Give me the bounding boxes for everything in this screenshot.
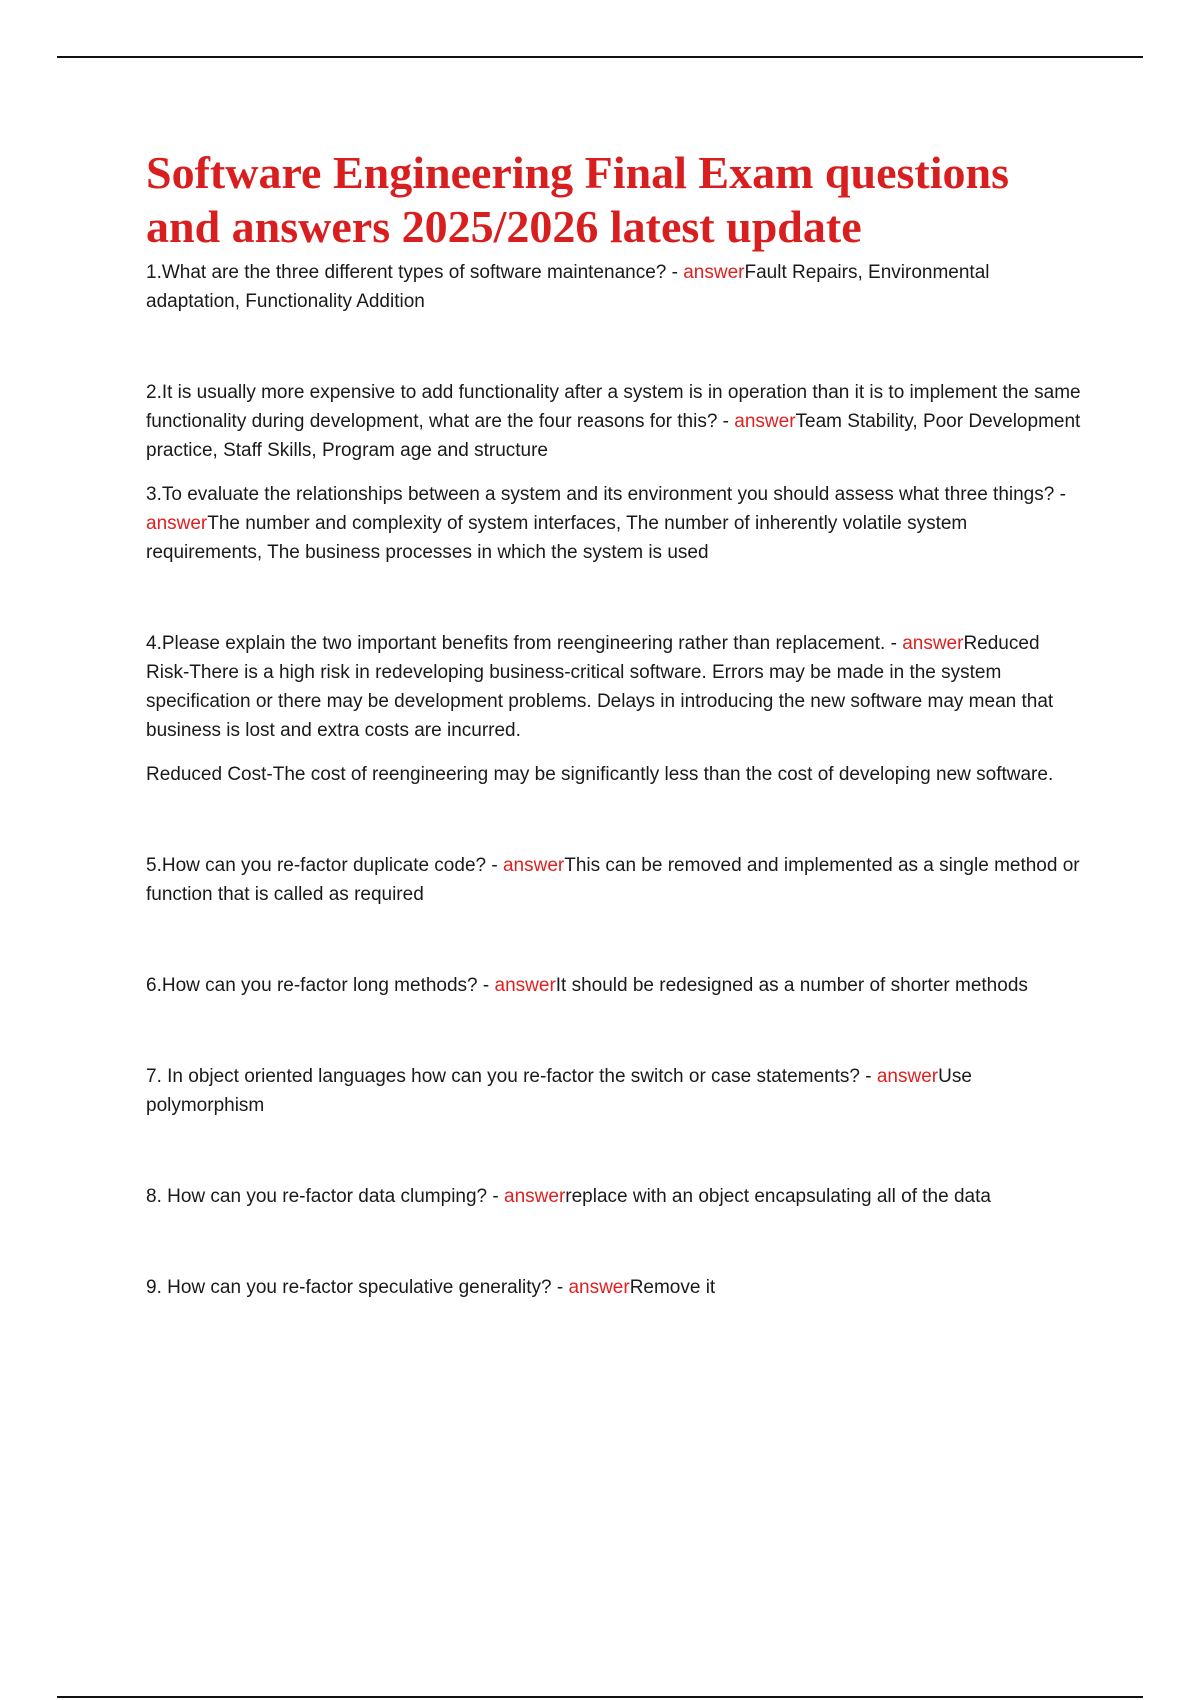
answer-label: answer — [494, 975, 556, 996]
answer-label: answer — [734, 411, 796, 432]
question-text: 8. How can you re-factor data clumping? - — [146, 1186, 505, 1207]
qa-item-4 — [146, 629, 1086, 745]
answer-text: Team Stability, Poor Development practice, Staff Skills, Program age and structure — [146, 411, 1081, 461]
qa-item-9 — [146, 1273, 1086, 1302]
answer-label: answer — [683, 262, 745, 283]
qa-item-7 — [146, 1062, 1086, 1120]
question-text: 1.What are the three different types of software maintenance? - — [146, 262, 684, 283]
top-rule — [57, 56, 1143, 58]
answer-label: answer — [902, 633, 964, 654]
question-text: 3.To evaluate the relationships between a system and its environment you should assess what three things? - — [146, 484, 1066, 505]
question-text: 9. How can you re-factor speculative generality? - — [146, 1277, 569, 1298]
question-text: 7. In object oriented languages how can you re-factor the switch or case statements? - — [146, 1066, 877, 1087]
question-text: 5.How can you re-factor duplicate code? - — [146, 855, 503, 876]
answer-text: The number and complexity of system interfaces, The number of inherently volatile system requirements, The business processes in which the system is used — [146, 513, 968, 563]
answer-label: answer — [146, 513, 208, 534]
answer-text: Remove it — [629, 1277, 716, 1298]
document-title: Software Engineering Final Exam questions and answers 2025/2026 latest update — [146, 147, 1009, 252]
qa-item-5 — [146, 851, 1086, 909]
answer-text: Use polymorphism — [146, 1066, 972, 1116]
bottom-rule — [57, 1696, 1143, 1698]
answer-label: answer — [504, 1186, 566, 1207]
qa-item-1 — [146, 258, 1086, 316]
qa-item-6 — [146, 971, 1086, 1000]
qa-item-3 — [146, 480, 1086, 567]
answer-label: answer — [876, 1066, 939, 1087]
question-text: 2.It is usually more expensive to add functionality after a system is in operation than it is to implement the same functionality during development, what are the four reasons for this? - — [146, 382, 1081, 432]
answer-text: Fault Repairs, Environmental adaptation, Functionality Addition — [146, 262, 990, 312]
qa-item-2 — [146, 378, 1086, 465]
answer-text: Reduced Risk-There is a high risk in redeveloping business-critical software. Errors may be made in the system specification or there may be development problems. Delays in introducing the new software may mean that business is lost and extra costs are incurred. — [146, 633, 1054, 741]
qa-item-4-extra: Reduced Cost-The cost of reengineering may be significantly less than the cost of developing new software. — [146, 764, 1054, 785]
qa-item-8 — [146, 1182, 1086, 1211]
document-body — [146, 146, 1086, 1302]
question-text: 6.How can you re-factor long methods? - — [146, 975, 495, 996]
answer-text: replace with an object encapsulating all of the data — [565, 1186, 991, 1207]
answer-text: This can be removed and implemented as a single method or function that is called as required — [146, 855, 1080, 905]
answer-text: It should be redesigned as a number of shorter methods — [555, 975, 1028, 996]
answer-label: answer — [502, 855, 565, 876]
question-text: 4.Please explain the two important benefits from reengineering rather than replacement. - — [146, 633, 903, 654]
answer-label: answer — [568, 1277, 630, 1298]
